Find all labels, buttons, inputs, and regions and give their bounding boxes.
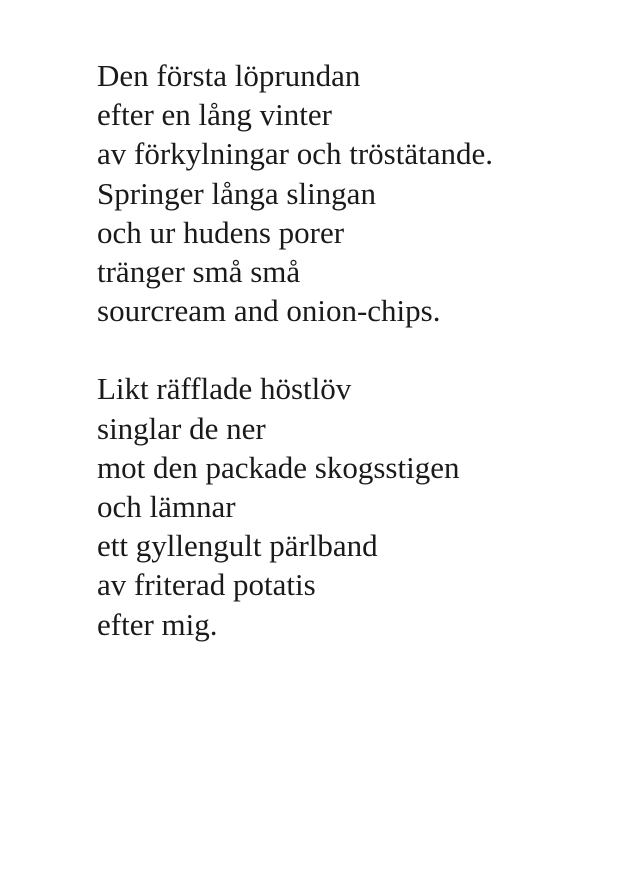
poem-line: Springer långa slingan bbox=[97, 175, 376, 211]
poem-line: efter en lång vinter bbox=[97, 97, 332, 133]
poem-line: av förkylningar och tröstätande. bbox=[97, 136, 493, 172]
poem bbox=[97, 56, 493, 644]
poem-line: ett gyllengult pärlband bbox=[97, 528, 378, 564]
poem-line: tränger små små bbox=[97, 254, 301, 290]
poem-line: och lämnar bbox=[97, 489, 236, 525]
poem-line: Likt räfflade höstlöv bbox=[97, 371, 352, 407]
poem-line: och ur hudens porer bbox=[97, 214, 345, 250]
stanza-2 bbox=[97, 369, 493, 643]
poem-line: av friterad potatis bbox=[97, 567, 316, 603]
stanza-1 bbox=[97, 56, 493, 330]
poem-line: efter mig. bbox=[97, 606, 218, 642]
poem-line: sourcream and onion-chips. bbox=[97, 293, 441, 329]
poem-line: singlar de ner bbox=[97, 410, 266, 446]
poem-line: Den första löprundan bbox=[97, 58, 361, 93]
poem-line: mot den packade skogsstigen bbox=[97, 449, 460, 485]
